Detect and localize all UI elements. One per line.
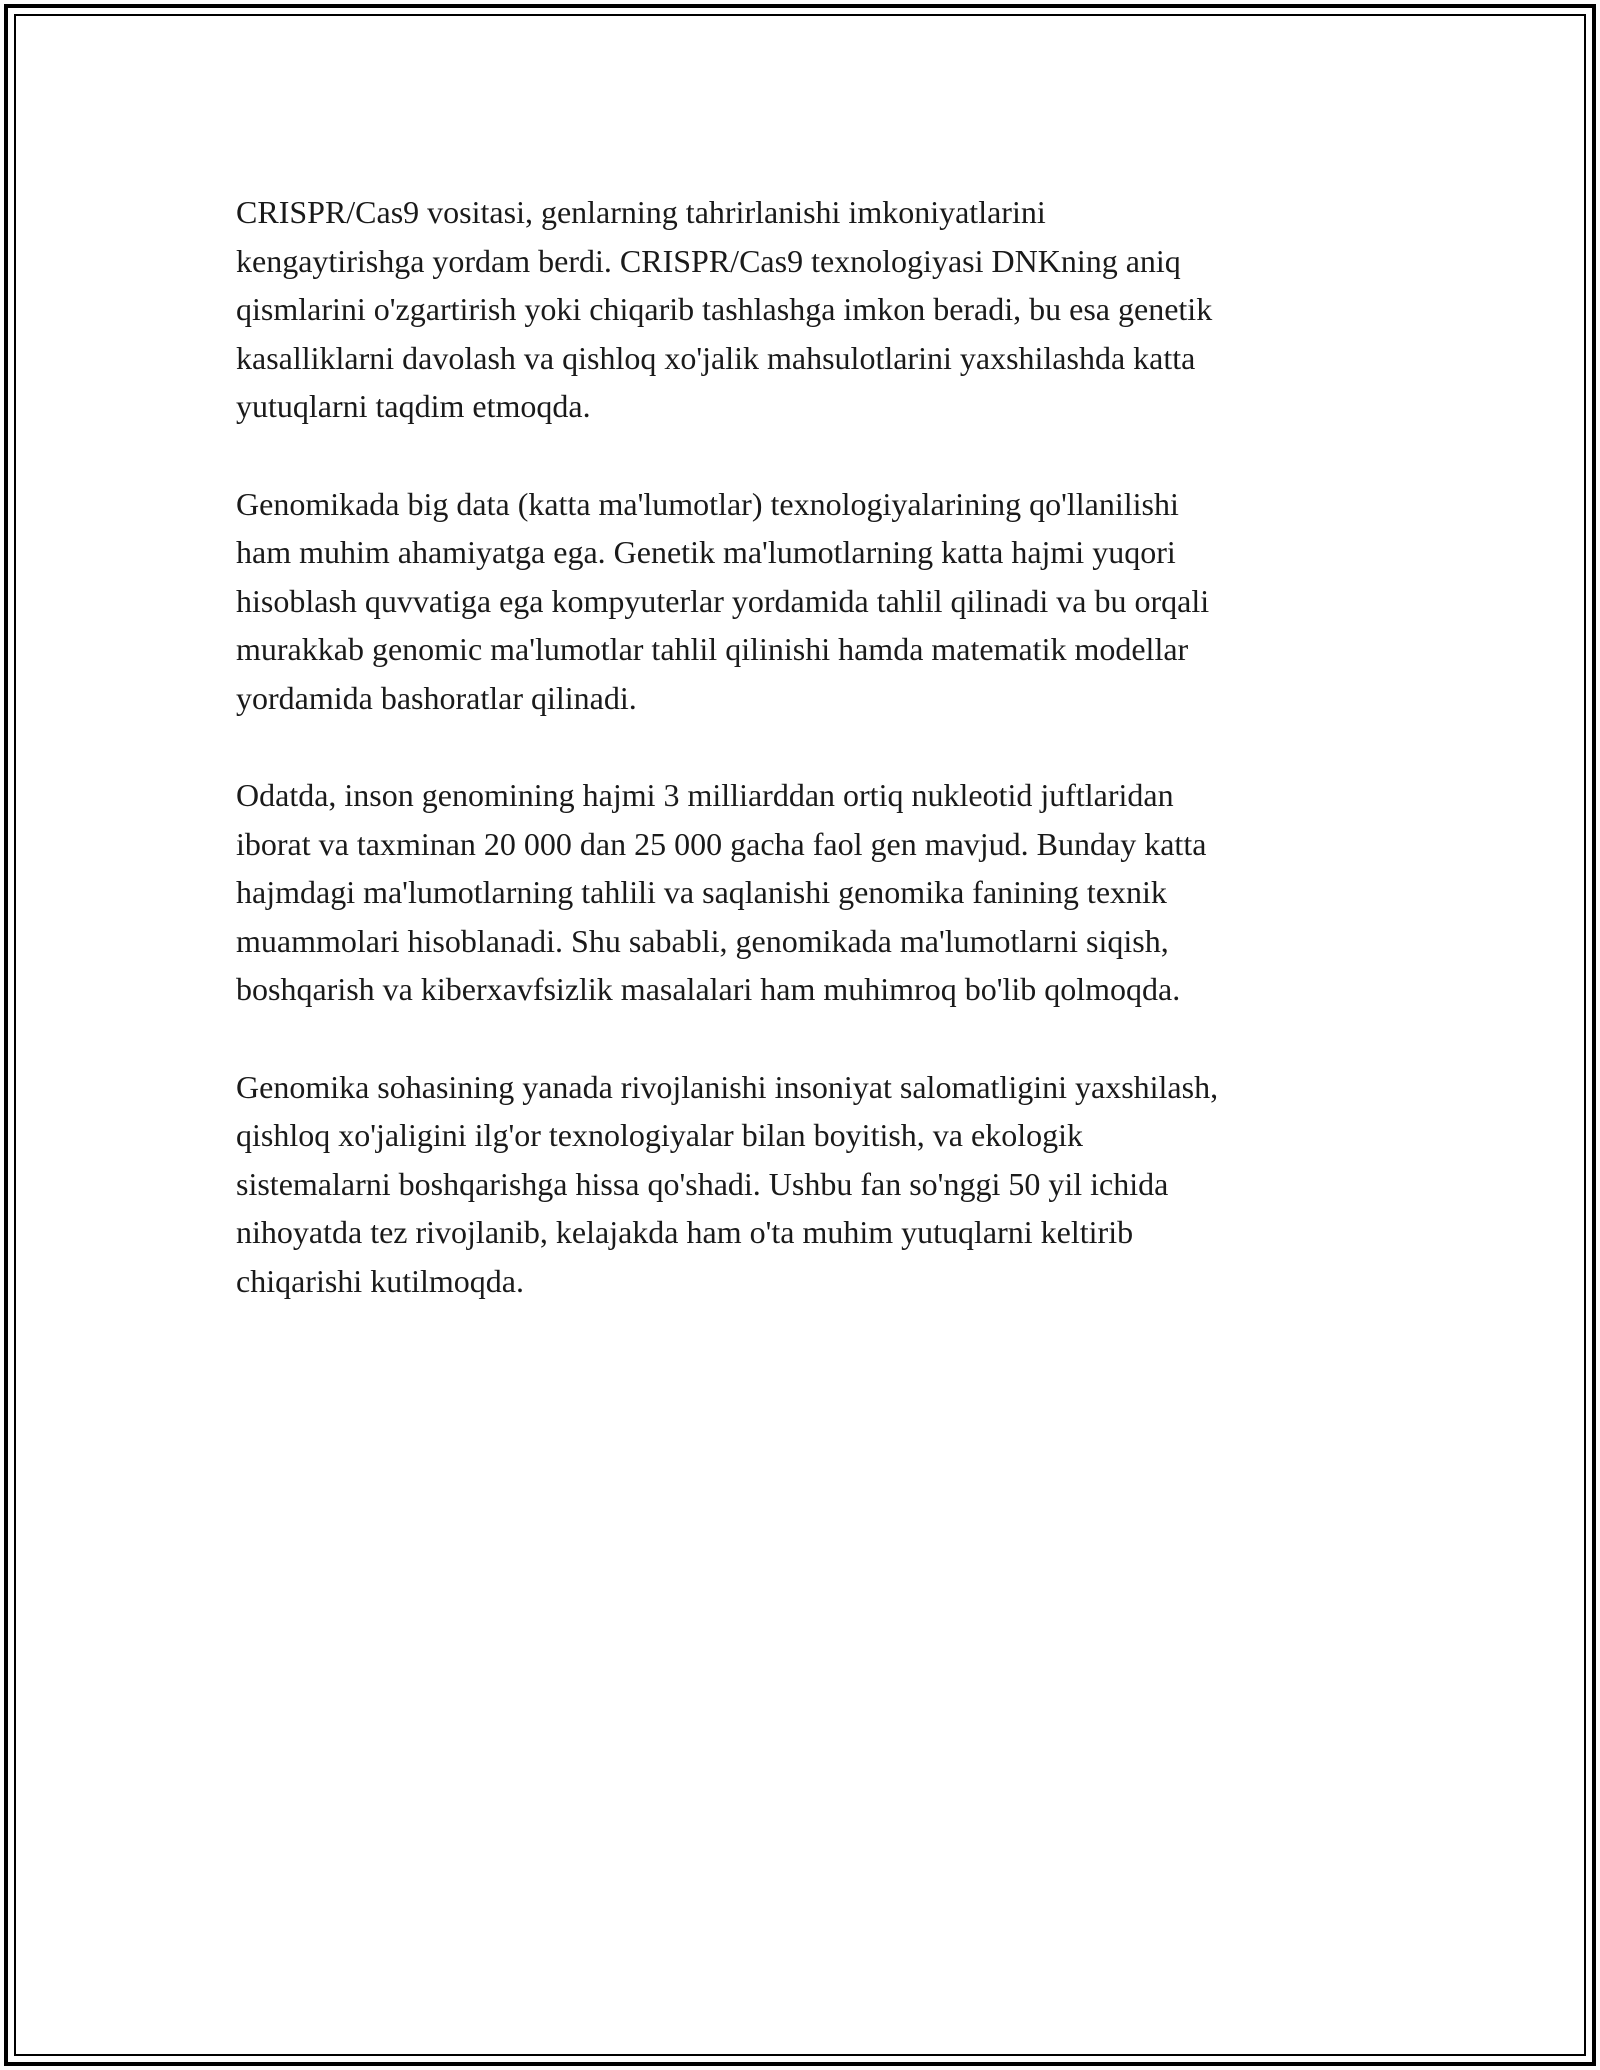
document-body (236, 188, 1416, 1354)
text-line: qismlarini o'zgartirish yoki chiqarib tashlashga imkon beradi, bu esa genetik (236, 291, 1213, 327)
text-line: sistemalarni boshqarishga hissa qo'shadi. Ushbu fan so'nggi 50 yil ichida (236, 1165, 1169, 1202)
paragraph-future (236, 1063, 1416, 1306)
text-line: Odatda, inson genomining hajmi 3 milliarddan ortiq nukleotid juftlaridan (236, 777, 1174, 813)
paragraph-big-data (236, 480, 1416, 723)
text-line: nihoyatda tez rivojlanib, kelajakda ham o'ta muhim yutuqlarni keltirib (236, 1214, 1134, 1250)
text-line: muammolari hisoblanadi. Shu sababli, genomikada ma'lumotlarni siqish, (236, 922, 1169, 959)
paragraph-genome-size (236, 771, 1416, 1014)
text-line: kengaytirishga yordam berdi. CRISPR/Cas9 texnologiyasi DNKning aniq (236, 242, 1181, 279)
paragraph-crispr (236, 188, 1416, 431)
text-line: murakkab genomic ma'lumotlar tahlil qilinishi hamda matematik modellar (236, 631, 1189, 667)
text-line: chiqarishi kutilmoqda. (236, 1262, 524, 1299)
text-line: yutuqlarni taqdim etmoqda. (236, 388, 591, 424)
text-line: Genomikada big data (katta ma'lumotlar) texnologiyalarining qo'llanilishi (236, 485, 1179, 522)
text-line: qishloq xo'jaligini ilg'or texnologiyalar bilan boyitish, va ekologik (236, 1117, 1083, 1153)
text-line: hisoblash quvvatiga ega kompyuterlar yordamida tahlil qilinadi va bu orqali (236, 582, 1210, 619)
text-line: hajmdagi ma'lumotlarning tahlili va saqlanishi genomika fanining texnik (236, 874, 1167, 910)
text-line: Genomika sohasining yanada rivojlanishi insoniyat salomatligini yaxshilash, (236, 1068, 1219, 1105)
text-line: ham muhim ahamiyatga ega. Genetik ma'lumotlarning katta hajmi yuqori (236, 534, 1176, 570)
text-line: boshqarish va kiberxavfsizlik masalalari ham muhimroq bo'lib qolmoqda. (236, 971, 1181, 1007)
text-line: yordamida bashoratlar qilinadi. (236, 679, 637, 716)
text-line: CRISPR/Cas9 vositasi, genlarning tahrirlanishi imkoniyatlarini (236, 194, 1046, 230)
text-line: iborat va taxminan 20 000 dan 25 000 gacha faol gen mavjud. Bunday katta (236, 825, 1207, 862)
text-line: kasalliklarni davolash va qishloq xo'jalik mahsulotlarini yaxshilashda katta (236, 339, 1196, 376)
